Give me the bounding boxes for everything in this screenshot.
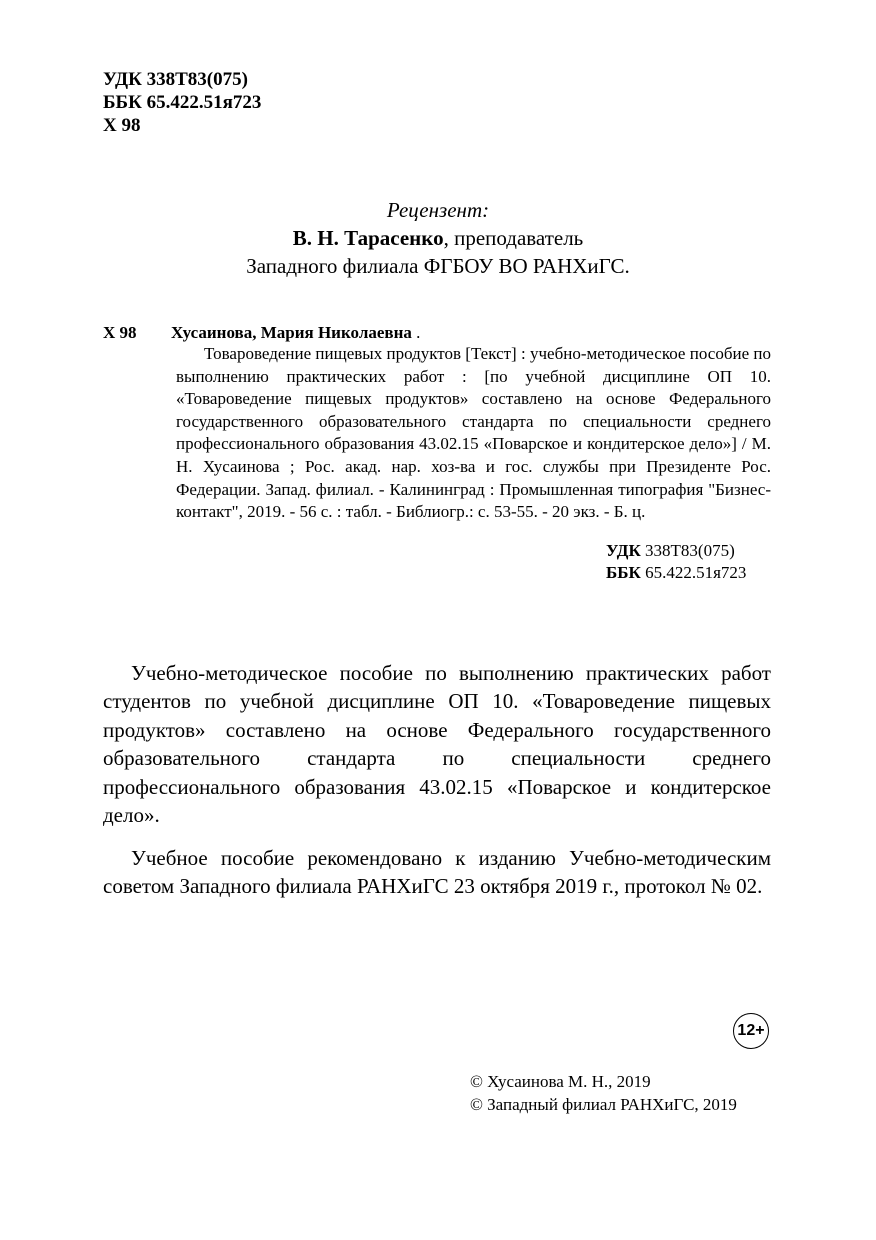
author-mark: Х 98: [103, 115, 141, 136]
bibliographic-description: Товароведение пищевых продуктов [Текст] : учебно-методическое пособие по выполнению практических работ : [по учебной дисциплине ОП 10. «Товароведение пищевых продуктов» составлено на основе Федерального государственного образовательного стандарта по специальности среднего профессионального образования 43.02.15 «Поварское и кондитерское дело»] / М. Н. Хусаинова ; Рос. акад. нар. хоз-ва и гос. службы при Президенте Рос. Федерации. Запад. филиал. - Калининград : Промышленная типография "Бизнес-контакт", 2019. - 56 с. : табл. - Библиогр.: с. 53-55. - 20 экз. - Б. ц.: [176, 344, 771, 522]
age-rating-badge: 12+: [733, 1013, 769, 1049]
reviewer-label: Рецензент:: [386, 198, 490, 222]
bbk-code: ББК 65.422.51я723: [103, 92, 262, 113]
reviewer-line: [0, 224, 876, 252]
copyright-author: © Хусаинова М. Н., 2019: [470, 1072, 651, 1091]
entry-index: Х 98: [103, 323, 137, 342]
entry-classification: [606, 540, 746, 584]
entry-bbk-value: 65.422.51я723: [640, 563, 747, 582]
reviewer-name: В. Н. Тарасенко: [292, 226, 444, 250]
reviewer-organization: Западного филиала ФГБОУ ВО РАНХиГС.: [246, 254, 630, 278]
annotation-paragraph-2: Учебное пособие рекомендовано к изданию Учебно-методическим советом Западного филиала РАНХиГС 23 октября 2019 г., протокол № 02.: [103, 846, 771, 899]
annotation-paragraph-1: Учебно-методическое пособие по выполнению практических работ студентов по учебной дисциплине ОП 10. «Товароведение пищевых продуктов» составлено на основе Федерального государственного образовательного стандарта по специальности среднего профессионального образования 43.02.15 «Поварское и кондитерское дело».: [103, 661, 771, 828]
entry-bbk: [606, 562, 746, 584]
udk-code: УДК 338Т83(075): [103, 69, 248, 90]
entry-udk-value: 338Т83(075): [640, 541, 735, 560]
entry-udk: [606, 540, 746, 562]
classification-codes: [103, 68, 261, 137]
copyright-block: [470, 1070, 737, 1116]
copyright-publisher: © Западный филиал РАНХиГС, 2019: [470, 1095, 737, 1114]
entry-udk-label: УДК: [606, 541, 641, 560]
entry-author: Хусаинова, Мария Николаевна: [171, 323, 412, 342]
entry-author-end: .: [416, 323, 421, 342]
bibliographic-entry-heading: [103, 322, 420, 344]
entry-bbk-label: ББК: [606, 563, 641, 582]
reviewer-block: [0, 196, 876, 280]
reviewer-position: , преподаватель: [443, 226, 584, 250]
